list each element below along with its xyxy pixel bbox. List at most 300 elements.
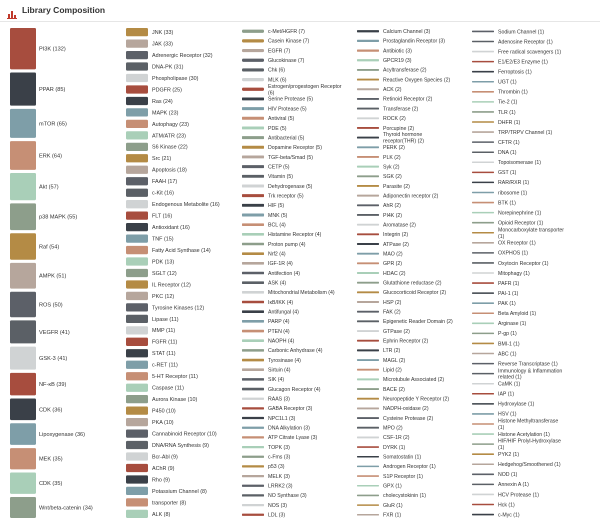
bar-1-7 [126, 108, 148, 116]
bar-2-21 [242, 233, 264, 236]
label-4-43: Hedgehog/Smoothened (1) [498, 462, 561, 469]
label-2-7: Serine Protease (5) [268, 96, 313, 103]
bar-1-8 [126, 120, 148, 128]
bar-2-9 [242, 117, 264, 120]
label-2-20: BCL (4) [268, 222, 286, 229]
label-3-20: Aromatase (2) [383, 222, 416, 229]
label-4-4: Ferroptosis (1) [498, 69, 532, 76]
bar-2-37 [242, 388, 264, 391]
bar-1-18 [126, 234, 148, 242]
bar-3-30 [357, 320, 379, 322]
label-0-10: GSK-3 (41) [39, 356, 68, 363]
bar-3-16 [357, 185, 379, 187]
bar-4-8 [472, 111, 494, 113]
bar-4-26 [472, 292, 494, 294]
label-4-34: Immunology & Inflammation related (1) [498, 368, 563, 381]
bar-2-18 [242, 204, 264, 207]
bar-1-36 [126, 441, 148, 449]
bar-3-32 [357, 340, 379, 342]
label-1-7: MAPK (23) [152, 110, 179, 117]
label-2-10: PDE (5) [268, 125, 287, 132]
label-2-15: Vitamin (5) [268, 174, 293, 181]
bar-1-16 [126, 212, 148, 220]
bar-1-30 [126, 372, 148, 380]
label-1-10: S6 Kinase (22) [152, 144, 188, 151]
bar-3-29 [357, 311, 379, 313]
label-2-28: IκB/IKK (4) [268, 299, 294, 306]
bar-1-1 [126, 39, 148, 47]
label-1-6: Ras (24) [152, 98, 173, 105]
label-3-47: GPX (1) [383, 483, 402, 490]
bar-3-0 [357, 30, 379, 32]
label-4-31: BMI-1 (1) [498, 341, 520, 348]
bar-4-46 [472, 494, 494, 496]
bar-4-40 [472, 433, 494, 435]
bar-0-13 [10, 423, 36, 445]
label-3-43: DYRK (1) [383, 444, 406, 451]
bar-0-8 [10, 292, 36, 317]
bar-4-45 [472, 484, 494, 486]
bar-2-14 [242, 165, 264, 168]
bar-1-13 [126, 177, 148, 185]
bar-4-48 [472, 514, 494, 516]
label-1-27: FGFR (11) [152, 339, 178, 346]
bar-1-41 [126, 498, 148, 506]
label-2-0: c-Met/HGFR (7) [268, 29, 305, 36]
label-3-26: Glutathione reductase (2) [383, 280, 442, 287]
label-2-50: LDL (3) [268, 512, 286, 519]
bar-2-44 [242, 456, 264, 458]
bar-4-16 [472, 192, 494, 194]
bar-3-40 [357, 417, 379, 419]
bar-4-11 [472, 141, 494, 143]
bar-0-15 [10, 473, 36, 494]
bar-2-26 [242, 281, 264, 284]
label-3-42: CSF-1R (2) [383, 435, 410, 442]
label-2-33: Carbonic Anhydrase (4) [268, 348, 323, 355]
bar-3-26 [357, 282, 379, 284]
label-4-37: Hydroxylase (1) [498, 401, 535, 408]
label-4-16: ribosome (1) [498, 190, 528, 197]
bar-3-9 [357, 117, 379, 119]
label-4-14: GST (1) [498, 170, 517, 177]
label-1-23: PKC (12) [152, 293, 175, 300]
label-2-48: NO Synthase (3) [268, 493, 307, 500]
bar-3-10 [357, 127, 379, 129]
bar-2-10 [242, 126, 264, 129]
label-3-10: Porcupine (2) [383, 125, 415, 132]
label-4-0: Sodium Channel (1) [498, 29, 545, 36]
label-0-2: mTOR (65) [39, 121, 67, 128]
bar-2-48 [242, 494, 264, 496]
bar-0-10 [10, 347, 36, 370]
bar-3-8 [357, 108, 379, 110]
label-0-3: ERK (64) [39, 153, 63, 160]
label-2-40: NPC1L1 (3) [268, 415, 296, 422]
label-3-6: ACK (2) [383, 87, 402, 94]
bar-1-5 [126, 85, 148, 93]
bar-0-2 [10, 109, 36, 138]
bar-3-13 [357, 156, 379, 158]
label-1-2: Adrenergic Receptor (32) [152, 52, 213, 59]
bar-1-34 [126, 418, 148, 426]
label-2-34: Tyrosinase (4) [268, 357, 301, 364]
bar-0-0 [10, 28, 36, 69]
label-1-28: STAT (11) [152, 351, 176, 358]
bar-2-38 [242, 398, 264, 400]
bar-1-28 [126, 349, 148, 357]
label-1-15: Endogenous Metabolite (16) [152, 202, 220, 209]
bar-2-24 [242, 262, 264, 265]
label-4-48: c-Myc (1) [498, 512, 520, 519]
bar-4-42 [472, 453, 494, 455]
bar-2-16 [242, 184, 264, 187]
bar-4-39 [472, 423, 494, 425]
label-1-33: P450 (10) [152, 408, 176, 415]
label-1-26: MMP (11) [152, 328, 176, 335]
bar-2-2 [242, 49, 264, 52]
bar-2-50 [242, 514, 264, 516]
label-3-0: Calcium Channel (3) [383, 29, 431, 36]
bar-0-16 [10, 497, 36, 518]
bar-0-5 [10, 203, 36, 230]
label-3-23: MAO (2) [383, 251, 403, 258]
label-3-48: cholecystokinin (1) [383, 493, 426, 500]
label-1-35: Cannabinoid Receptor (10) [152, 431, 217, 438]
label-2-2: EGFR (7) [268, 48, 291, 55]
label-4-9: DHFR (1) [498, 119, 521, 126]
bar-0-3 [10, 141, 36, 170]
bar-3-12 [357, 146, 379, 148]
label-2-3: Glucokinase (7) [268, 58, 305, 65]
bar-1-12 [126, 166, 148, 174]
bar-2-40 [242, 417, 264, 419]
label-2-14: CETP (5) [268, 164, 290, 171]
bar-1-39 [126, 475, 148, 483]
bar-0-14 [10, 448, 36, 469]
label-2-42: ATP Citrate Lyase (3) [268, 435, 318, 442]
bar-4-44 [472, 474, 494, 476]
label-3-28: HSP (2) [383, 299, 402, 306]
bar-4-23 [472, 262, 494, 264]
label-4-17: BTK (1) [498, 200, 516, 207]
bar-2-45 [242, 465, 264, 467]
label-1-39: Rho (9) [152, 477, 170, 484]
label-3-31: GTPase (2) [383, 328, 410, 335]
bar-4-33 [472, 363, 494, 365]
label-2-21: Histamine Receptor (4) [268, 232, 322, 239]
label-4-10: TRP/TRPV Channel (1) [498, 129, 553, 136]
label-4-41: HIF/HIF Prolyl-Hydroxylase (1) [498, 438, 561, 452]
bar-3-11 [357, 137, 379, 139]
label-3-41: MPO (2) [383, 425, 403, 432]
bar-4-30 [472, 333, 494, 335]
bar-1-31 [126, 384, 148, 392]
label-2-32: NAOPH (4) [268, 338, 295, 345]
bar-1-32 [126, 395, 148, 403]
label-2-31: PTEN (4) [268, 328, 290, 335]
chart-title: Library Composition [22, 5, 106, 15]
bar-4-9 [472, 121, 494, 123]
label-0-11: NF-κB (39) [39, 382, 67, 389]
label-2-17: Trk receptor (5) [268, 193, 304, 200]
bar-2-19 [242, 214, 264, 217]
bar-3-18 [357, 204, 379, 206]
label-3-1: Prostaglandin Receptor (3) [383, 38, 445, 45]
bar-2-32 [242, 339, 264, 342]
label-4-32: ABC (1) [498, 351, 517, 358]
bar-4-28 [472, 312, 494, 314]
label-4-8: TLR (1) [498, 109, 516, 116]
bar-2-28 [242, 301, 264, 304]
label-3-49: GluR (1) [383, 502, 403, 509]
label-4-11: CFTR (1) [498, 139, 520, 146]
bar-2-15 [242, 175, 264, 178]
bar-4-37 [472, 403, 494, 405]
label-3-40: Cysteine Protease (2) [383, 415, 434, 422]
label-3-8: Transferase (2) [383, 106, 419, 113]
label-1-32: Aurora Kinase (10) [152, 397, 198, 404]
label-4-33: Reverse Transcriptase (1) [498, 361, 558, 368]
label-2-41: DNA Alkylation (3) [268, 425, 310, 432]
bar-3-21 [357, 233, 379, 235]
bar-2-11 [242, 136, 264, 139]
bar-4-24 [472, 272, 494, 274]
label-2-5: MLK (6) [268, 77, 287, 84]
bar-4-6 [472, 91, 494, 93]
bar-3-31 [357, 330, 379, 332]
label-1-22: IL Receptor (12) [152, 282, 191, 289]
bar-4-0 [472, 31, 494, 33]
label-1-17: Antioxidant (16) [152, 225, 190, 232]
label-3-32: Ephrin Receptor (2) [383, 338, 429, 345]
label-4-7: Tie-2 (1) [498, 99, 518, 106]
bar-1-27 [126, 338, 148, 346]
bar-1-25 [126, 315, 148, 323]
label-3-29: FAK (2) [383, 309, 401, 316]
bar-3-41 [357, 427, 379, 429]
label-1-42: ALK (8) [152, 511, 171, 518]
bar-3-28 [357, 301, 379, 303]
label-1-31: Caspase (11) [152, 385, 184, 392]
label-3-9: ROCK (2) [383, 116, 406, 123]
bar-4-14 [472, 172, 494, 174]
label-0-14: MEK (35) [39, 456, 63, 463]
label-4-35: CaMK (1) [498, 381, 521, 388]
label-3-36: Microtubule Associated (2) [383, 377, 445, 384]
label-2-39: GABA Receptor (3) [268, 406, 313, 413]
label-2-18: HIF (5) [268, 203, 285, 210]
bar-1-42 [126, 510, 148, 518]
label-3-30: Epigenetic Reader Domain (2) [383, 319, 453, 326]
label-4-38: HSV (1) [498, 411, 517, 418]
bar-4-32 [472, 353, 494, 355]
bar-4-31 [472, 343, 494, 345]
label-1-20: PDK (13) [152, 259, 175, 266]
label-4-28: Beta Amyloid (1) [498, 311, 537, 318]
bar-0-9 [10, 320, 36, 343]
label-3-7: Retinoid Receptor (2) [383, 96, 433, 103]
label-4-25: PAFR (1) [498, 280, 520, 287]
bar-3-23 [357, 253, 379, 255]
bar-2-5 [242, 78, 264, 81]
bar-1-6 [126, 97, 148, 105]
bar-1-19 [126, 246, 148, 254]
label-2-38: RAAS (3) [268, 396, 290, 403]
bar-3-4 [357, 69, 379, 71]
bar-1-10 [126, 143, 148, 151]
label-3-44: Somatostatin (1) [383, 454, 422, 461]
label-3-50: FXR (1) [383, 512, 402, 519]
label-2-12: Dopamine Receptor (5) [268, 145, 322, 152]
label-4-1: Adenosine Receptor (1) [498, 39, 553, 46]
label-0-16: Wnt/beta-catenin (34) [39, 505, 93, 512]
bar-3-44 [357, 456, 379, 458]
label-3-4: Acyltransferase (2) [383, 67, 427, 74]
label-4-36: IAP (1) [498, 391, 515, 398]
bar-4-35 [472, 383, 494, 385]
label-3-2: Antibiotic (3) [383, 48, 412, 55]
bar-2-8 [242, 107, 264, 110]
label-1-1: JAK (33) [152, 41, 173, 48]
bar-3-43 [357, 446, 379, 448]
label-4-6: Thrombin (1) [498, 89, 528, 96]
label-3-18: AhR (2) [383, 203, 401, 210]
bar-3-22 [357, 243, 379, 245]
label-1-4: Phospholipase (30) [152, 75, 199, 82]
label-4-23: Oxytocin Receptor (1) [498, 260, 549, 267]
label-1-36: DNA/RNA Synthesis (9) [152, 442, 209, 449]
bar-2-23 [242, 252, 264, 255]
label-2-8: HIV Protease (5) [268, 106, 307, 113]
label-1-13: FAAH (17) [152, 179, 178, 186]
label-1-0: JNK (33) [152, 30, 174, 37]
bar-0-11 [10, 373, 36, 395]
label-1-34: PKA (10) [152, 419, 174, 426]
label-4-46: HCV Protease (1) [498, 492, 539, 499]
label-4-18: Norepinephrine (1) [498, 210, 542, 217]
label-2-9: Antiviral (5) [268, 116, 295, 123]
label-3-14: Syk (2) [383, 164, 400, 171]
label-2-1: Casein Kinase (7) [268, 38, 310, 45]
bar-3-5 [357, 79, 379, 81]
bar-3-1 [357, 40, 379, 42]
bar-4-34 [472, 373, 494, 375]
bar-3-33 [357, 349, 379, 351]
bar-2-34 [242, 359, 264, 362]
label-4-19: Opioid Receptor (1) [498, 220, 544, 227]
bar-1-37 [126, 452, 148, 460]
label-1-14: c-Kit (16) [152, 190, 174, 197]
bar-3-2 [357, 49, 379, 51]
label-1-12: Apoptosis (18) [152, 167, 187, 174]
label-1-21: SGLT (12) [152, 270, 177, 277]
label-3-39: NADPH-oxidase (2) [383, 406, 429, 413]
label-4-2: Free radical scavengers (1) [498, 49, 562, 56]
label-2-43: TOPK (3) [268, 444, 290, 451]
bar-3-20 [357, 224, 379, 226]
label-2-49: NOS (3) [268, 502, 288, 509]
bar-3-38 [357, 398, 379, 400]
bar-3-45 [357, 466, 379, 468]
bar-4-15 [472, 182, 494, 184]
bar-0-1 [10, 73, 36, 106]
bar-4-47 [472, 504, 494, 506]
label-0-8: ROS (50) [39, 302, 63, 309]
label-3-16: Parasite (2) [383, 183, 410, 190]
label-3-27: Glucocorticoid Receptor (2) [383, 290, 447, 297]
bar-2-22 [242, 243, 264, 246]
label-1-40: Potassium Channel (8) [152, 488, 207, 495]
bar-3-15 [357, 175, 379, 177]
bar-1-4 [126, 74, 148, 82]
bar-2-17 [242, 194, 264, 197]
label-4-42: PYK2 (1) [498, 451, 520, 458]
label-4-3: E1/E2/E3 Enzyme (1) [498, 59, 548, 66]
bar-2-49 [242, 504, 264, 506]
label-2-16: Dehydrogenase (5) [268, 183, 313, 190]
label-3-46: S1P Receptor (1) [383, 473, 423, 480]
label-4-24: Mitophagy (1) [498, 270, 530, 277]
bar-2-39 [242, 407, 264, 409]
label-1-41: transporter (8) [152, 500, 187, 507]
bar-4-10 [472, 131, 494, 133]
bar-2-36 [242, 378, 264, 381]
label-4-22: OXPHOS (1) [498, 250, 528, 257]
label-0-12: CDK (36) [39, 407, 63, 414]
label-0-13: Lipoxygenase (36) [39, 432, 86, 439]
bar-1-15 [126, 200, 148, 208]
bar-4-5 [472, 81, 494, 83]
bar-1-20 [126, 257, 148, 265]
label-0-15: CDK (35) [39, 481, 63, 488]
bar-4-17 [472, 202, 494, 204]
bar-2-12 [242, 146, 264, 149]
bar-4-25 [472, 282, 494, 284]
label-2-44: c-Fms (3) [268, 454, 291, 461]
bar-3-35 [357, 369, 379, 371]
label-3-24: GPR (2) [383, 261, 403, 268]
label-1-9: ATM/ATR (23) [152, 133, 186, 140]
label-4-29: Arginase (1) [498, 321, 527, 328]
bar-3-47 [357, 485, 379, 487]
bar-4-4 [472, 71, 494, 73]
label-1-11: Src (21) [152, 156, 172, 163]
bar-4-41 [472, 443, 494, 445]
label-4-30: P-gp (1) [498, 331, 517, 338]
label-1-24: Tyrosine Kinases (12) [152, 305, 205, 312]
label-2-23: Nrf2 (4) [268, 251, 286, 258]
bar-3-6 [357, 88, 379, 90]
label-0-1: PPAR (85) [39, 87, 66, 94]
label-2-13: TGF-beta/Smad (5) [268, 154, 313, 161]
bar-2-20 [242, 223, 264, 226]
label-3-21: Integrin (2) [383, 232, 409, 239]
label-2-36: SIK (4) [268, 377, 285, 384]
label-3-5: Reactive Oxygen Species (2) [383, 77, 451, 84]
bar-2-4 [242, 68, 264, 71]
label-0-7: AMPK (51) [39, 273, 67, 280]
label-4-5: UGT (1) [498, 79, 517, 86]
label-4-12: DNA (1) [498, 150, 517, 157]
bar-0-4 [10, 173, 36, 200]
label-4-13: Topoisomerase (1) [498, 160, 541, 167]
label-0-0: PI3K (132) [39, 46, 66, 53]
label-2-26: ASK (4) [268, 280, 287, 287]
bar-2-27 [242, 291, 264, 294]
label-3-34: MAGL (2) [383, 357, 406, 364]
label-3-22: ATPase (2) [383, 241, 409, 248]
